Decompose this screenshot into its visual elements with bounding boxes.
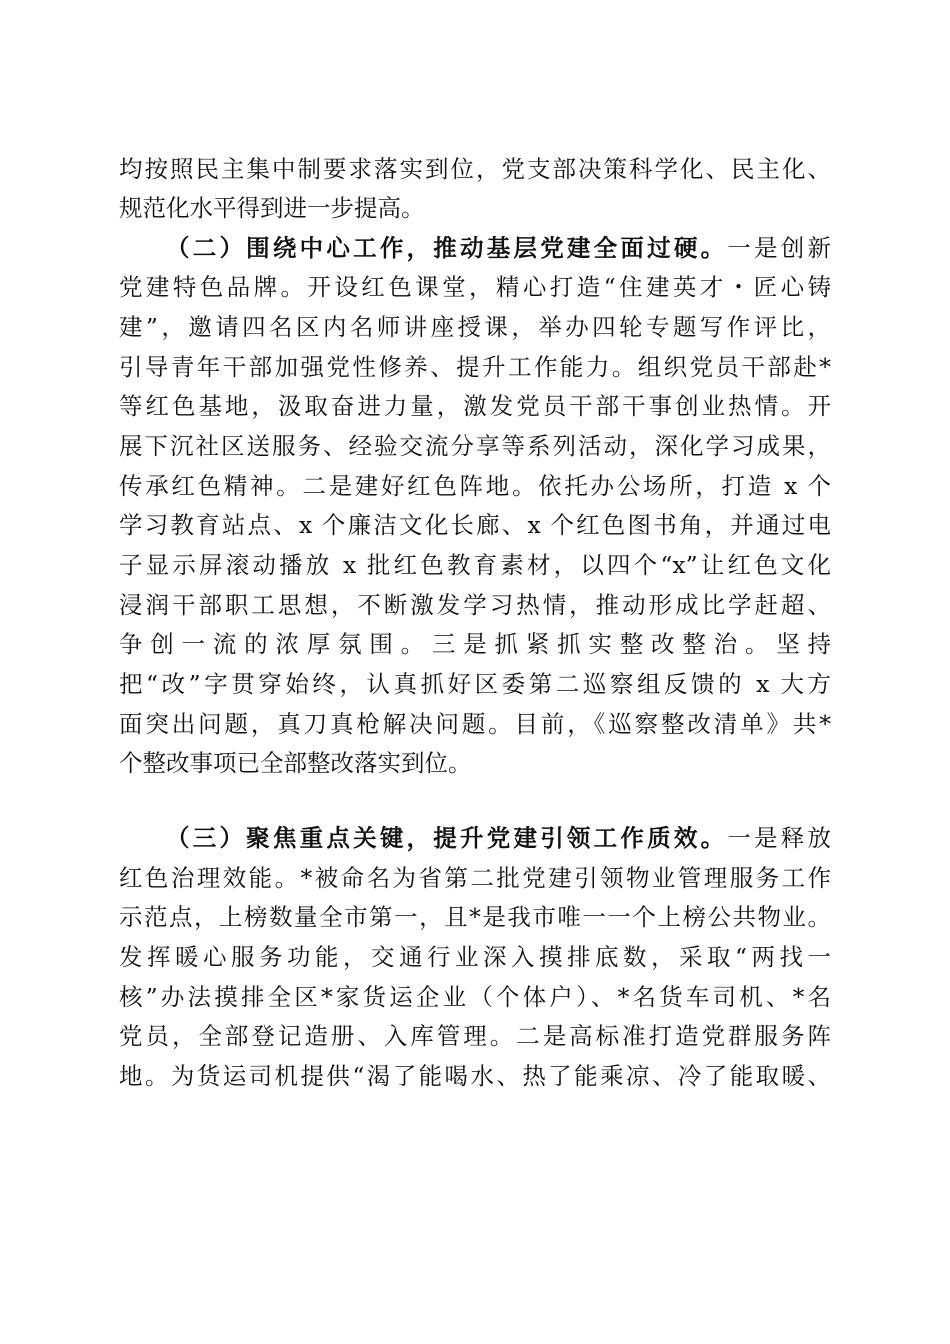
text-line: 争创一流的浓厚氛围。三是抓紧抓实整改整治。坚持 xyxy=(119,630,831,658)
text-line: 展下沉社区送服务、经验交流分享等系列活动，深化学习成果， xyxy=(119,432,831,460)
text-line: 浸润干部职工思想，不断激发学习热情，推动形成比学赶超、 xyxy=(119,591,831,619)
text-line: 发挥暖心服务功能，交通行业深入摸排底数，采取“两找一 xyxy=(119,943,831,971)
text-line: 面突出问题，真刀真枪解决问题。目前，《巡察整改清单》共* xyxy=(119,710,831,738)
text-line: 等红色基地，汲取奋进力量，激发党员干部干事创业热情。开 xyxy=(119,392,831,420)
text-line: 地。为货运司机提供“渴了能喝水、热了能乘凉、冷了能取暖、 xyxy=(119,1062,831,1090)
text-line: 建”，邀请四名区内名师讲座授课，举办四轮专题写作评比， xyxy=(119,313,831,341)
text-line: 引导青年干部加强党性修养、提升工作能力。组织党员干部赴* xyxy=(119,353,831,381)
section-heading: （二）围绕中心工作，推动基层党建全面过硬。 xyxy=(166,234,728,262)
text-run: 一是创新 xyxy=(727,234,831,262)
section-3-first-line xyxy=(166,818,831,858)
text-run: 一是释放 xyxy=(727,824,831,852)
text-line: 个整改事项已全部整改落实到位。 xyxy=(119,749,472,777)
text-line: 党员，全部登记造册、入库管理。二是高标准打造党群服务阵 xyxy=(119,1022,831,1050)
section-heading: （三）聚焦重点关键，提升党建引领工作质效。 xyxy=(166,824,728,852)
section-2-first-line xyxy=(166,228,831,268)
text-line: 传承红色精神。二是建好红色阵地。依托办公场所，打造 x 个 xyxy=(119,472,831,500)
text-line: 规范化水平得到进一步提高。 xyxy=(119,194,425,222)
text-line: 均按照民主集中制要求落实到位，党支部决策科学化、民主化、 xyxy=(119,155,831,183)
text-line: 核”办法摸排全区*家货运企业（个体户）、*名货车司机、*名 xyxy=(119,983,831,1011)
text-line: 把“改”字贯穿始终，认真抓好区委第二巡察组反馈的 x 大方 xyxy=(119,670,831,698)
text-line: 示范点，上榜数量全市第一，且*是我市唯一一个上榜公共物业。 xyxy=(119,903,831,931)
text-line: 学习教育站点、x 个廉洁文化长廊、x 个红色图书角，并通过电 xyxy=(119,511,831,539)
text-line: 子显示屏滚动播放 x 批红色教育素材，以四个“x”让红色文化 xyxy=(119,551,831,579)
text-line: 党建特色品牌。开设红色课堂，精心打造“住建英才・匠心铸 xyxy=(119,273,831,301)
text-line: 红色治理效能。*被命名为省第二批党建引领物业管理服务工作 xyxy=(119,864,831,892)
